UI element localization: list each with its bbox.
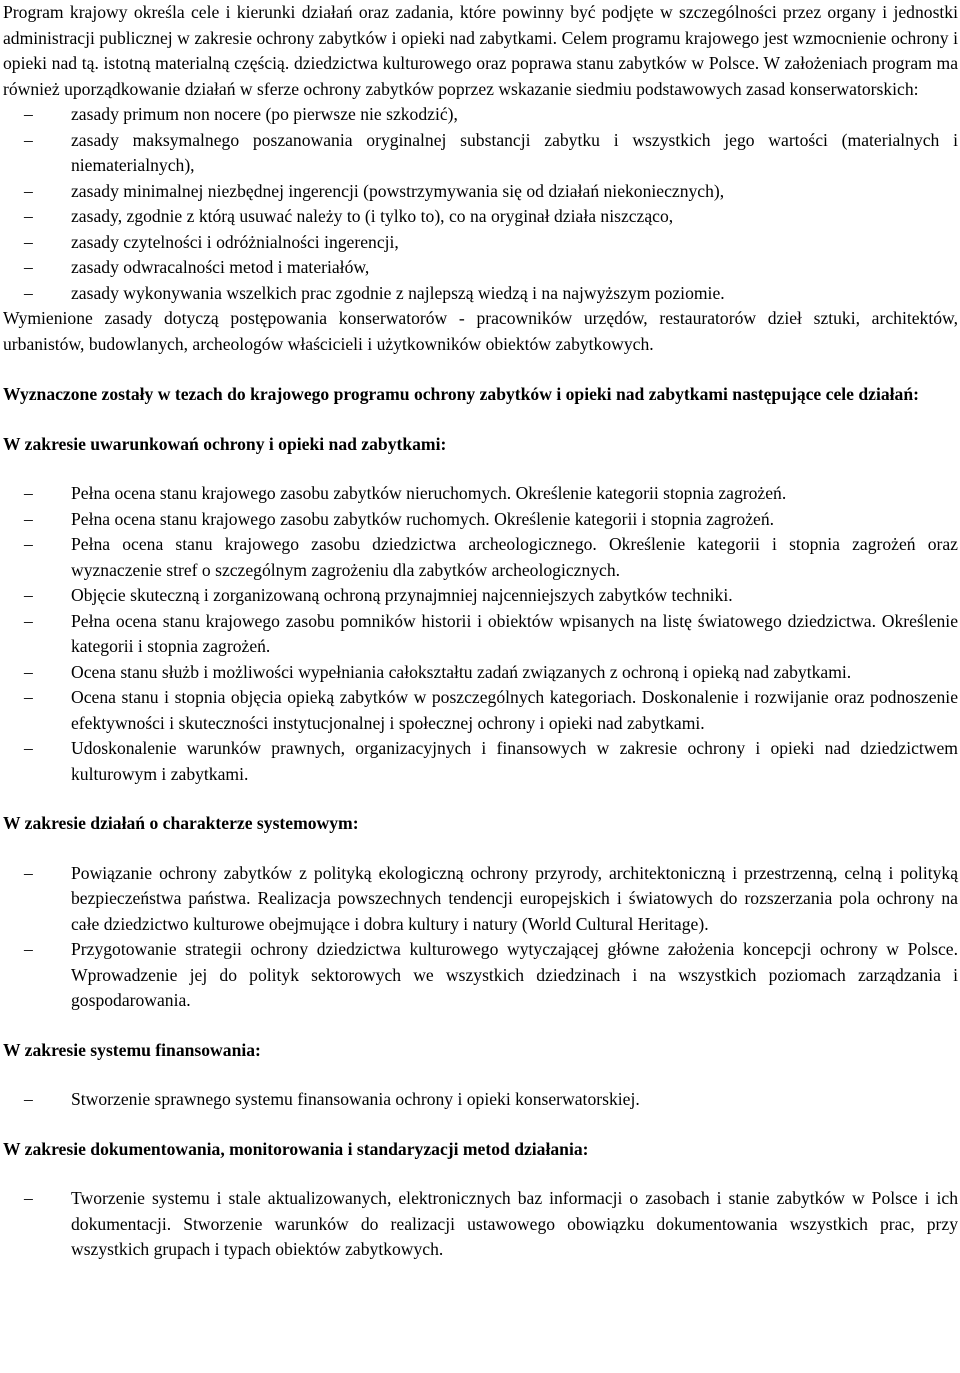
- list-item: [3, 609, 958, 660]
- list-item: [3, 1087, 958, 1113]
- dash-bullet: –: [24, 129, 33, 150]
- dash-bullet: –: [24, 534, 33, 554]
- dash-bullet: –: [24, 939, 33, 959]
- list-item-text: Pełna ocena stanu krajowego zasobu pomników historii i obiektów wpisanych na listę światowego dziedzictwa. Określenie kategorii i stopnia zagrożeń.: [71, 610, 958, 656]
- list-item: [3, 736, 958, 787]
- dash-bullet: –: [24, 1188, 33, 1208]
- list-item: [3, 281, 958, 307]
- list-item: [3, 230, 958, 256]
- list-item: [3, 507, 958, 533]
- list-item-text: Pełna ocena stanu krajowego zasobu dziedzictwa archeologicznego. Określenie kategorii i stopnia zagrożeń oraz wyznaczenie stref o szczególnym zagrożeniu dla zabytków archeologicznych.: [71, 534, 958, 580]
- list-item-text: zasady odwracalności metod i materiałów,: [71, 257, 370, 277]
- list-item-text: Powiązanie ochrony zabytków z polityką ekologiczną ochrony przyrody, architektoniczną i przestrzenną, celną i polityką bezpieczeństwa państwa. Realizacja powszechnych tendencji europejskich i światowych do rozszerzania pola ochrony na całe dziedzictwo kulturowe obejmujące i dobra kultury i natury (World Cultural Heritage).: [71, 862, 958, 934]
- dash-bullet: –: [24, 862, 33, 883]
- list-item: [3, 204, 958, 230]
- list-item: [3, 685, 958, 736]
- section-list-conditions: [3, 481, 958, 787]
- dash-bullet: –: [24, 282, 33, 303]
- list-item-text: zasady czytelności i odróżnialności ingerencji,: [71, 231, 399, 252]
- list-item-text: zasady, zgodnie z którą usuwać należy to (i tylko to), co na oryginał działa niszcząco,: [71, 206, 674, 226]
- list-item: [3, 255, 958, 281]
- list-item-text: Ocena stanu służb i możliwości wypełniania całokształtu zadań związanych z ochroną i opieką nad zabytkami.: [71, 661, 852, 682]
- dash-bullet: –: [24, 585, 33, 605]
- section-list-financing: [3, 1087, 958, 1113]
- list-item-text: Stworzenie sprawnego systemu finansowania ochrony i opieki konserwatorskiej.: [71, 1089, 640, 1109]
- list-item-text: zasady maksymalnego poszanowania oryginalnej substancji zabytku i wszystkich jego wartości (materialnych i niematerialnych),: [71, 129, 958, 175]
- list-item-text: Pełna ocena stanu krajowego zasobu zabytków nieruchomych. Określenie kategorii stopnia zagrożeń.: [71, 483, 787, 503]
- list-item: [3, 660, 958, 686]
- list-item: [3, 481, 958, 507]
- after-principles-paragraph: Wymienione zasady dotyczą postępowania konserwatorów - pracowników urzędów, restauratorów dzieł sztuki, architektów, urbanistów, budowlanych, archeologów właścicieli i użytkowników obiektów zabytkowych.: [3, 308, 958, 354]
- list-item-text: Objęcie skuteczną i zorganizowaną ochroną przynajmniej najcenniejszych zabytków techniki.: [71, 585, 733, 605]
- dash-bullet: –: [24, 738, 33, 758]
- list-item: [3, 179, 958, 205]
- list-item-text: zasady minimalnej niezbędnej ingerencji (powstrzymywania się od działań niekoniecznych),: [71, 180, 725, 201]
- list-item-text: Tworzenie systemu i stale aktualizowanych, elektronicznych baz informacji o zasobach i stanie zabytków w Polsce i ich dokumentacji. Stworzenie warunków do realizacji ustawowego obowiązku dokumentowania wszystkich prac, przy wszystkich grupach i typach obiektów zabytkowych.: [71, 1188, 958, 1259]
- intro-paragraph: Program krajowy określa cele i kierunki działań oraz zadania, które powinny być podjęte w szczególności przez organy i jednostki administracji publicznej w zakresie ochrony zabytków i opieki nad zabytkami. Celem programu krajowego jest wzmocnienie ochrony i opieki nad tą. istotną materialną częścią. dziedzictwa kulturowego oraz poprawa stanu zabytków w Polsce. W założeniach program ma również uporządkowanie działań w sferze ochrony zabytków poprzez wskazanie siedmiu podstawowych zasad konserwatorskich:: [3, 2, 958, 99]
- goals-heading: Wyznaczone zostały w tezach do krajowego programu ochrony zabytków i opieki nad zabytkami następujące cele działań:: [3, 384, 919, 404]
- list-item: [3, 102, 958, 128]
- dash-bullet: –: [24, 483, 33, 503]
- section-heading-conditions: W zakresie uwarunkowań ochrony i opieki nad zabytkami:: [3, 433, 447, 454]
- dash-bullet: –: [24, 104, 33, 124]
- section-heading-financing: W zakresie systemu finansowania:: [3, 1039, 261, 1060]
- dash-bullet: –: [24, 661, 33, 682]
- list-item-text: zasady primum non nocere (po pierwsze nie szkodzić),: [71, 104, 458, 124]
- dash-bullet: –: [24, 508, 33, 529]
- list-item: [3, 861, 958, 938]
- dash-bullet: –: [24, 206, 33, 226]
- list-item-text: Ocena stanu i stopnia objęcia opieką zabytków w poszczególnych kategoriach. Doskonalenie i rozwijanie oraz podnoszenie efektywności i skuteczności instytucjonalnej i społecznej ochrony i opieki nad zabytkami.: [71, 687, 958, 733]
- dash-bullet: –: [24, 231, 33, 252]
- list-item-text: Udoskonalenie warunków prawnych, organizacyjnych i finansowych w zakresie ochrony i opieki nad dziedzictwem kulturowym i zabytkami.: [71, 738, 958, 784]
- section-heading-systemic: W zakresie działań o charakterze systemowym:: [3, 813, 359, 833]
- list-item: [3, 532, 958, 583]
- dash-bullet: –: [24, 610, 33, 631]
- list-item: [3, 1186, 958, 1263]
- list-item: [3, 583, 958, 609]
- list-item-text: Przygotowanie strategii ochrony dziedzictwa kulturowego wytyczającej główne założenia koncepcji ochrony w Polsce. Wprowadzenie jej do polityk sektorowych we wszystkich dziedzinach i na wszystkich poziomach zarządzania i gospodarowania.: [71, 939, 958, 1010]
- section-heading-documentation: W zakresie dokumentowania, monitorowania i standaryzacji metod działania:: [3, 1138, 589, 1159]
- section-list-documentation: [3, 1186, 958, 1263]
- list-item: [3, 128, 958, 179]
- dash-bullet: –: [24, 257, 33, 277]
- list-item: [3, 937, 958, 1014]
- dash-bullet: –: [24, 1089, 33, 1109]
- dash-bullet: –: [24, 687, 33, 707]
- list-item-text: Pełna ocena stanu krajowego zasobu zabytków ruchomych. Określenie kategorii i stopnia zagrożeń.: [71, 508, 775, 529]
- section-list-systemic: [3, 861, 958, 1014]
- list-item-text: zasady wykonywania wszelkich prac zgodnie z najlepszą wiedzą i na najwyższym poziomie.: [71, 282, 725, 303]
- dash-bullet: –: [24, 180, 33, 201]
- principles-list: [3, 102, 958, 306]
